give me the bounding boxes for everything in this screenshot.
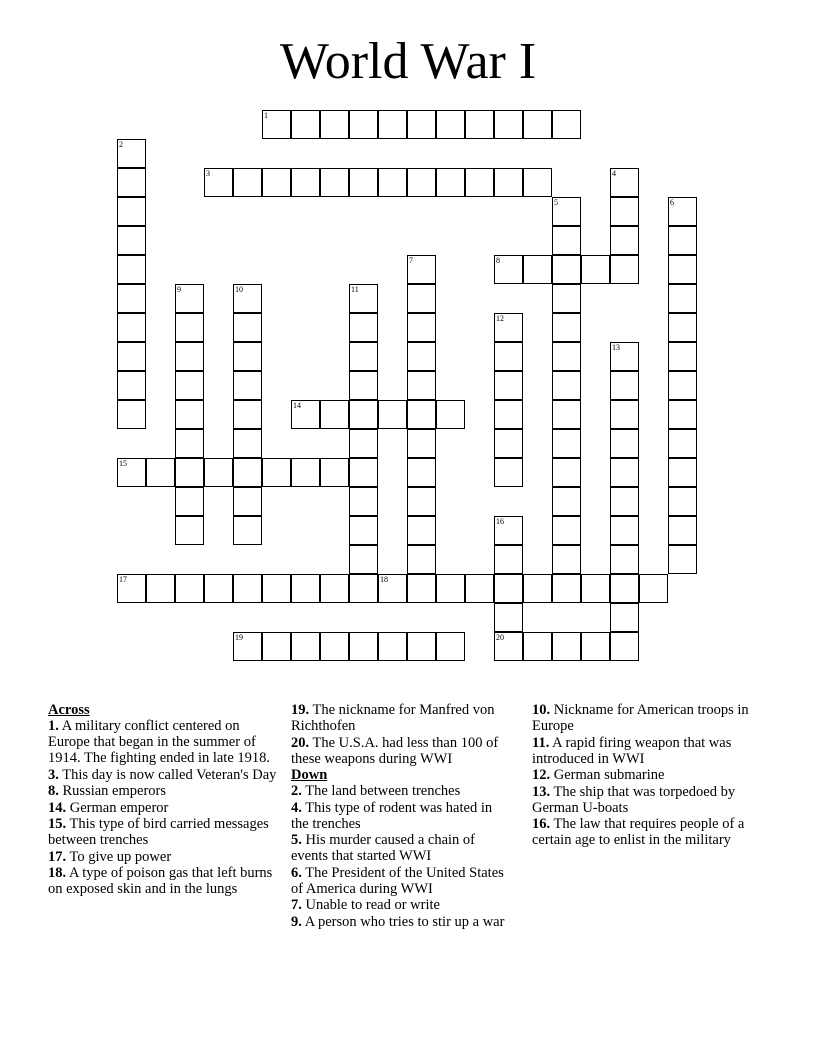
crossword-cell[interactable] (552, 255, 581, 284)
crossword-cell[interactable] (668, 458, 697, 487)
crossword-cell[interactable] (523, 110, 552, 139)
clue-number-label: 8 (496, 256, 500, 265)
clue-number-label: 1 (264, 111, 268, 120)
clue-number-label: 19 (235, 633, 243, 642)
crossword-cell[interactable] (494, 545, 523, 574)
clue-number-label: 4 (612, 169, 616, 178)
crossword-cell[interactable] (668, 429, 697, 458)
crossword-cell[interactable] (494, 458, 523, 487)
crossword-cell[interactable] (378, 168, 407, 197)
crossword-cell[interactable] (320, 574, 349, 603)
crossword-cell[interactable] (552, 487, 581, 516)
crossword-cell[interactable] (320, 168, 349, 197)
crossword-cell[interactable] (233, 458, 262, 487)
clue-across-17: 17. To give up power (48, 848, 172, 865)
crossword-cell[interactable] (117, 284, 146, 313)
crossword-cell[interactable] (349, 342, 378, 371)
crossword-cell[interactable] (552, 400, 581, 429)
crossword-cell[interactable] (204, 458, 233, 487)
crossword-cell[interactable] (407, 371, 436, 400)
crossword-cell[interactable] (233, 487, 262, 516)
clue-number-label: 12 (496, 314, 504, 323)
crossword-cell[interactable] (494, 313, 523, 342)
clue-number-label: 13 (612, 343, 620, 352)
crossword-cell[interactable] (610, 545, 639, 574)
crossword-cell[interactable] (233, 313, 262, 342)
crossword-cell[interactable] (407, 255, 436, 284)
crossword-cell[interactable] (175, 516, 204, 545)
clue-number-label: 9 (177, 285, 181, 294)
crossword-cell[interactable] (523, 168, 552, 197)
clue-number-label: 7 (409, 256, 413, 265)
clue-number-label: 15 (119, 459, 127, 468)
crossword-cell[interactable] (117, 255, 146, 284)
crossword-cell[interactable] (407, 574, 436, 603)
clue-down-9: 9. A person who tries to stir up a war (291, 913, 505, 930)
crossword-cell[interactable] (668, 342, 697, 371)
crossword-cell[interactable] (610, 371, 639, 400)
crossword-cell[interactable] (639, 574, 668, 603)
crossword-cell[interactable] (407, 429, 436, 458)
crossword-cell[interactable] (494, 110, 523, 139)
clue-number-label: 6 (670, 198, 674, 207)
crossword-cell[interactable] (291, 400, 320, 429)
crossword-cell[interactable] (494, 255, 523, 284)
clue-down-4: 4. This type of rodent was hated in the trenches (291, 799, 493, 832)
crossword-cell[interactable] (320, 400, 349, 429)
clue-number-label: 11 (351, 285, 359, 294)
crossword-cell[interactable] (349, 516, 378, 545)
crossword-cell[interactable] (291, 574, 320, 603)
crossword-cell[interactable] (494, 574, 523, 603)
crossword-cell[interactable] (552, 284, 581, 313)
crossword-cell[interactable] (610, 400, 639, 429)
crossword-cell[interactable] (117, 458, 146, 487)
clue-number-label: 10 (235, 285, 243, 294)
crossword-cell[interactable] (291, 458, 320, 487)
crossword-cell[interactable] (581, 574, 610, 603)
crossword-cell[interactable] (494, 603, 523, 632)
crossword-cell[interactable] (378, 110, 407, 139)
crossword-cell[interactable] (465, 574, 494, 603)
crossword-cell[interactable] (291, 168, 320, 197)
crossword-cell[interactable] (436, 400, 465, 429)
clue-number-label: 5 (554, 198, 558, 207)
crossword-cell[interactable] (407, 458, 436, 487)
crossword-cell[interactable] (378, 400, 407, 429)
crossword-cell[interactable] (436, 110, 465, 139)
crossword-cell[interactable] (378, 632, 407, 661)
crossword-cell[interactable] (378, 574, 407, 603)
crossword-cell[interactable] (146, 458, 175, 487)
crossword-cell[interactable] (262, 168, 291, 197)
crossword-cell[interactable] (117, 371, 146, 400)
crossword-cell[interactable] (494, 400, 523, 429)
crossword-cell[interactable] (175, 371, 204, 400)
crossword-cell[interactable] (552, 371, 581, 400)
clue-number-label: 18 (380, 575, 388, 584)
crossword-cell[interactable] (233, 574, 262, 603)
crossword-cell[interactable] (668, 400, 697, 429)
clue-column-1 (48, 702, 280, 898)
clue-down-13: 13. The ship that was torpedoed by German U-boats (532, 783, 736, 816)
crossword-cell[interactable] (233, 284, 262, 313)
crossword-cell[interactable] (610, 632, 639, 661)
crossword-cell[interactable] (668, 545, 697, 574)
crossword-cell[interactable] (581, 255, 610, 284)
crossword-cell[interactable] (407, 313, 436, 342)
crossword-cell[interactable] (552, 458, 581, 487)
crossword-cell[interactable] (523, 574, 552, 603)
crossword-cell[interactable] (436, 574, 465, 603)
crossword-cell[interactable] (610, 516, 639, 545)
crossword-cell[interactable] (668, 313, 697, 342)
crossword-cell[interactable] (117, 342, 146, 371)
crossword-cell[interactable] (610, 255, 639, 284)
crossword-cell[interactable] (117, 226, 146, 255)
clue-across-14: 14. German emperor (48, 799, 169, 816)
crossword-cell[interactable] (175, 342, 204, 371)
crossword-cell[interactable] (610, 458, 639, 487)
crossword-cell[interactable] (407, 342, 436, 371)
crossword-cell[interactable] (117, 574, 146, 603)
crossword-cell[interactable] (117, 139, 146, 168)
clue-down-10: 10. Nickname for American troops in Europe (532, 702, 749, 734)
crossword-cell[interactable] (349, 284, 378, 313)
crossword-cell[interactable] (407, 168, 436, 197)
page-title: World War I (279, 33, 537, 90)
crossword-cell[interactable] (407, 632, 436, 661)
clue-number-label: 17 (119, 575, 127, 584)
crossword-cell[interactable] (494, 371, 523, 400)
crossword-cell[interactable] (175, 400, 204, 429)
crossword-cell[interactable] (407, 545, 436, 574)
crossword-cell[interactable] (262, 458, 291, 487)
crossword-cell[interactable] (465, 110, 494, 139)
crossword-cell[interactable] (610, 342, 639, 371)
clue-down-11: 11. A rapid firing weapon that was introduced in WWI (532, 734, 732, 767)
clue-number-label: 14 (293, 401, 301, 410)
clue-number-label: 20 (496, 633, 504, 642)
clue-across-1: 1. A military conflict centered on Europe that began in the summer of 1914. The fighting ended in late 1918. (48, 718, 271, 766)
down-heading: Down (291, 767, 328, 783)
crossword-cell[interactable] (320, 632, 349, 661)
crossword-cell[interactable] (233, 632, 262, 661)
crossword-cell[interactable] (233, 342, 262, 371)
crossword-cell[interactable] (175, 284, 204, 313)
crossword-cell[interactable] (175, 429, 204, 458)
crossword-cell[interactable] (494, 516, 523, 545)
crossword-cell[interactable] (610, 197, 639, 226)
crossword-cell[interactable] (407, 400, 436, 429)
clue-down-2: 2. The land between trenches (291, 783, 461, 799)
crossword-cell[interactable] (552, 342, 581, 371)
crossword-cell[interactable] (552, 197, 581, 226)
crossword-cell[interactable] (233, 516, 262, 545)
crossword-cell[interactable] (349, 545, 378, 574)
clue-down-5: 5. His murder caused a chain of events that started WWI (291, 832, 476, 864)
clue-number-label: 16 (496, 517, 504, 526)
crossword-cell[interactable] (117, 313, 146, 342)
clue-across-19: 19. The nickname for Manfred von Richthofen (291, 702, 495, 734)
crossword-cell[interactable] (668, 255, 697, 284)
crossword-cell[interactable] (552, 429, 581, 458)
crossword-cell[interactable] (233, 400, 262, 429)
crossword-cell[interactable] (668, 226, 697, 255)
crossword-cell[interactable] (494, 342, 523, 371)
crossword-cell[interactable] (668, 487, 697, 516)
crossword-cell[interactable] (552, 516, 581, 545)
clue-across-20: 20. The U.S.A. had less than 100 of these weapons during WWI (291, 734, 499, 767)
crossword-cell[interactable] (262, 110, 291, 139)
crossword-cell[interactable] (117, 400, 146, 429)
crossword-cell[interactable] (320, 458, 349, 487)
clue-across-15: 15. This type of bird carried messages between trenches (48, 816, 269, 848)
crossword-cell[interactable] (436, 168, 465, 197)
crossword-cell[interactable] (204, 574, 233, 603)
crossword-cell[interactable] (668, 197, 697, 226)
crossword-cell[interactable] (552, 110, 581, 139)
crossword-cell[interactable] (349, 110, 378, 139)
crossword-cell[interactable] (349, 429, 378, 458)
crossword-cell[interactable] (610, 574, 639, 603)
crossword-cell[interactable] (262, 632, 291, 661)
crossword-cell[interactable] (175, 487, 204, 516)
clue-column-3 (532, 702, 758, 849)
crossword-cell[interactable] (610, 603, 639, 632)
crossword-cell[interactable] (117, 197, 146, 226)
clue-down-12: 12. German submarine (532, 767, 665, 783)
crossword-cell[interactable] (320, 110, 349, 139)
crossword-cell[interactable] (668, 371, 697, 400)
crossword-cell[interactable] (436, 632, 465, 661)
crossword-cell[interactable] (552, 632, 581, 661)
crossword-cell[interactable] (407, 284, 436, 313)
crossword-cell[interactable] (349, 632, 378, 661)
crossword-cell[interactable] (465, 168, 494, 197)
crossword-cell[interactable] (349, 574, 378, 603)
crossword-cell[interactable] (175, 313, 204, 342)
crossword-cell[interactable] (349, 458, 378, 487)
crossword-cell[interactable] (610, 429, 639, 458)
crossword-cell[interactable] (552, 226, 581, 255)
crossword-cell[interactable] (146, 574, 175, 603)
crossword-cell[interactable] (204, 168, 233, 197)
crossword-cell[interactable] (233, 371, 262, 400)
crossword-cell[interactable] (233, 168, 262, 197)
crossword-cell[interactable] (349, 168, 378, 197)
clue-down-16: 16. The law that requires people of a certain age to enlist in the military (532, 816, 745, 848)
crossword-cell[interactable] (291, 110, 320, 139)
crossword-cell[interactable] (262, 574, 291, 603)
crossword-cell[interactable] (407, 487, 436, 516)
clue-across-18: 18. A type of poison gas that left burns on exposed skin and in the lungs (48, 865, 273, 897)
clue-column-2 (291, 702, 509, 930)
crossword-cell[interactable] (523, 632, 552, 661)
crossword-cell[interactable] (552, 313, 581, 342)
clue-across-3: 3. This day is now called Veteran's Day (48, 766, 277, 783)
crossword-cell[interactable] (668, 284, 697, 313)
crossword-cell[interactable] (117, 168, 146, 197)
across-heading: Across (48, 702, 90, 718)
crossword-cell[interactable] (407, 110, 436, 139)
crossword-cell[interactable] (494, 632, 523, 661)
clue-across-8: 8. Russian emperors (48, 783, 166, 799)
clue-number-label: 3 (206, 169, 210, 178)
crossword-cell[interactable] (610, 168, 639, 197)
crossword-cell[interactable] (581, 632, 610, 661)
clue-down-6: 6. The President of the United States of America during WWI (291, 864, 504, 897)
crossword-cell[interactable] (175, 458, 204, 487)
crossword-cell[interactable] (349, 371, 378, 400)
crossword-cell[interactable] (523, 255, 552, 284)
crossword-cell[interactable] (552, 545, 581, 574)
crossword-cell[interactable] (552, 574, 581, 603)
crossword-cell[interactable] (175, 574, 204, 603)
crossword-cell[interactable] (494, 168, 523, 197)
crossword-cell[interactable] (407, 516, 436, 545)
crossword-cell[interactable] (668, 516, 697, 545)
crossword-cell[interactable] (233, 429, 262, 458)
crossword-cell[interactable] (610, 487, 639, 516)
crossword-cell[interactable] (349, 487, 378, 516)
crossword-cell[interactable] (349, 313, 378, 342)
crossword-cell[interactable] (291, 632, 320, 661)
crossword-cell[interactable] (610, 226, 639, 255)
clue-down-7: 7. Unable to read or write (291, 897, 440, 913)
crossword-cell[interactable] (349, 400, 378, 429)
crossword-cell[interactable] (494, 429, 523, 458)
clue-number-label: 2 (119, 140, 123, 149)
